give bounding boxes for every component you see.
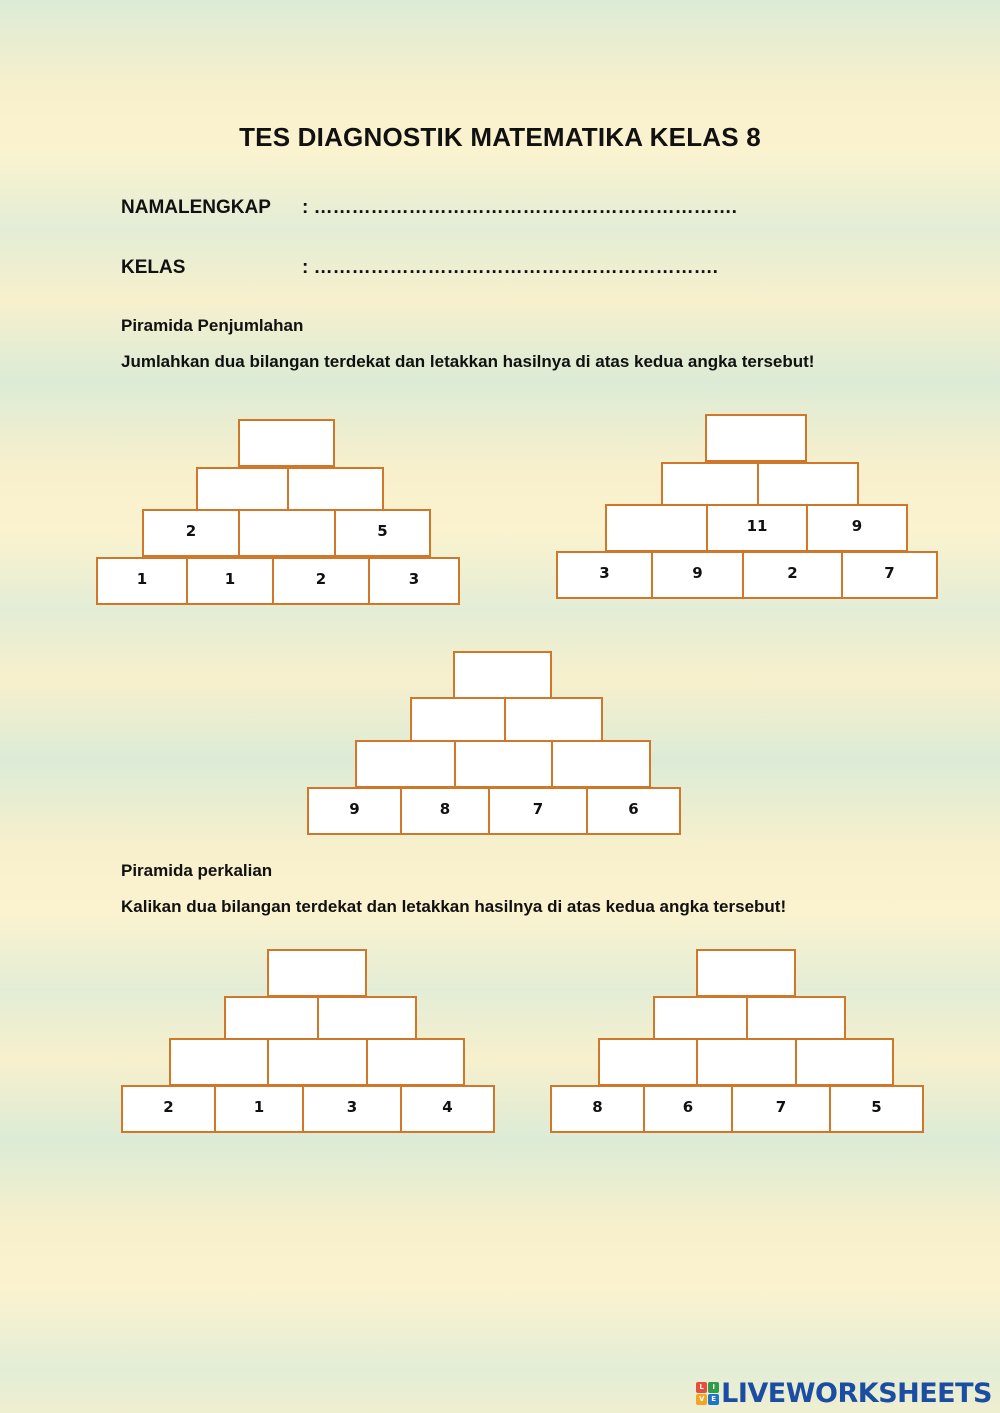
pyramid-add1-r1-c0: 2	[142, 509, 240, 557]
pyramid-add2-r0-c3: 7	[841, 551, 938, 599]
pyramid-mul2-r1-c2[interactable]	[795, 1038, 894, 1086]
pyramid-add1-r0-c2: 2	[272, 557, 370, 605]
pyramid-mul1-r0-c2: 3	[302, 1085, 402, 1133]
pyramid-add2-r0-c0: 3	[556, 551, 653, 599]
pyramid-mul1-r0-c1: 1	[214, 1085, 304, 1133]
class-label: KELAS	[121, 257, 186, 278]
pyramid-add2-top[interactable]	[705, 414, 807, 462]
pyramid-add2-r2-c0[interactable]	[661, 462, 759, 510]
addition-instruction: Jumlahkan dua bilangan terdekat dan letakkan hasilnya di atas kedua angka tersebut!	[121, 352, 815, 371]
pyramid-add1-r0-c0: 1	[96, 557, 188, 605]
pyramid-mul1-r0-c0: 2	[121, 1085, 216, 1133]
pyramid-add1-r2-c0[interactable]	[196, 467, 289, 515]
multiplication-instruction: Kalikan dua bilangan terdekat dan letakkan hasilnya di atas kedua angka tersebut!	[121, 897, 787, 916]
pyramid-add3-r1-c1[interactable]	[454, 740, 553, 788]
pyramid-add1-top[interactable]	[238, 419, 335, 467]
pyramid-add1-r1-c2: 5	[334, 509, 431, 557]
pyramid-mul2-top[interactable]	[696, 949, 796, 997]
pyramid-add1-r0-c3: 3	[368, 557, 460, 605]
pyramid-add2-r1-c2: 9	[806, 504, 908, 552]
pyramid-mul1-top[interactable]	[267, 949, 367, 997]
pyramid-mul2-r0-c0: 8	[550, 1085, 645, 1133]
pyramid-mul2-r0-c3: 5	[829, 1085, 924, 1133]
pyramid-add2-r1-c1: 11	[706, 504, 808, 552]
pyramid-mul2-r1-c0[interactable]	[598, 1038, 698, 1086]
pyramid-add3-r1-c0[interactable]	[355, 740, 456, 788]
name-field[interactable]: : ………………………………………………………….	[302, 197, 737, 218]
pyramid-mul1-r1-c2[interactable]	[366, 1038, 465, 1086]
watermark-text: LIVEWORKSHEETS	[721, 1377, 992, 1409]
liveworksheets-logo-icon	[696, 1382, 719, 1405]
pyramid-add3-r0-c0: 9	[307, 787, 402, 835]
pyramid-mul1-r1-c1[interactable]	[267, 1038, 368, 1086]
pyramid-add2-r0-c1: 9	[651, 551, 744, 599]
pyramid-add1-r0-c1: 1	[186, 557, 274, 605]
page-title: TES DIAGNOSTIK MATEMATIKA KELAS 8	[239, 122, 761, 152]
logo-letter-e: E	[708, 1394, 719, 1405]
pyramid-add2-r2-c1[interactable]	[757, 462, 859, 510]
pyramid-mul2-r1-c1[interactable]	[696, 1038, 797, 1086]
pyramid-mul2-r2-c0[interactable]	[653, 996, 748, 1044]
pyramid-mul1-r2-c0[interactable]	[224, 996, 319, 1044]
pyramid-mul1-r0-c3: 4	[400, 1085, 495, 1133]
logo-letter-v: V	[696, 1394, 707, 1405]
pyramid-add3-r2-c0[interactable]	[410, 697, 506, 745]
pyramid-add2-r0-c2: 2	[742, 551, 843, 599]
multiplication-section-title: Piramida perkalian	[121, 861, 273, 880]
pyramid-add3-r0-c1: 8	[400, 787, 490, 835]
pyramid-mul2-r2-c1[interactable]	[746, 996, 846, 1044]
pyramid-add3-r0-c3: 6	[586, 787, 681, 835]
pyramid-add1-r1-c1[interactable]	[238, 509, 336, 557]
logo-letter-l: L	[696, 1382, 707, 1393]
pyramid-mul1-r2-c1[interactable]	[317, 996, 417, 1044]
pyramid-add1-r2-c1[interactable]	[287, 467, 384, 515]
logo-letter-i: I	[708, 1382, 719, 1393]
class-field[interactable]: : ……………………………………………………….	[302, 257, 718, 278]
pyramid-add3-top[interactable]	[453, 651, 552, 699]
pyramid-add2-r1-c0[interactable]	[605, 504, 708, 552]
name-label: NAMALENGKAP	[121, 197, 271, 218]
pyramid-mul2-r0-c2: 7	[731, 1085, 831, 1133]
pyramid-mul1-r1-c0[interactable]	[169, 1038, 269, 1086]
addition-section-title: Piramida Penjumlahan	[121, 316, 304, 335]
pyramid-add3-r1-c2[interactable]	[551, 740, 651, 788]
liveworksheets-watermark	[696, 1379, 992, 1407]
pyramid-mul2-r0-c1: 6	[643, 1085, 733, 1133]
pyramid-add3-r2-c1[interactable]	[504, 697, 603, 745]
pyramid-add3-r0-c2: 7	[488, 787, 588, 835]
